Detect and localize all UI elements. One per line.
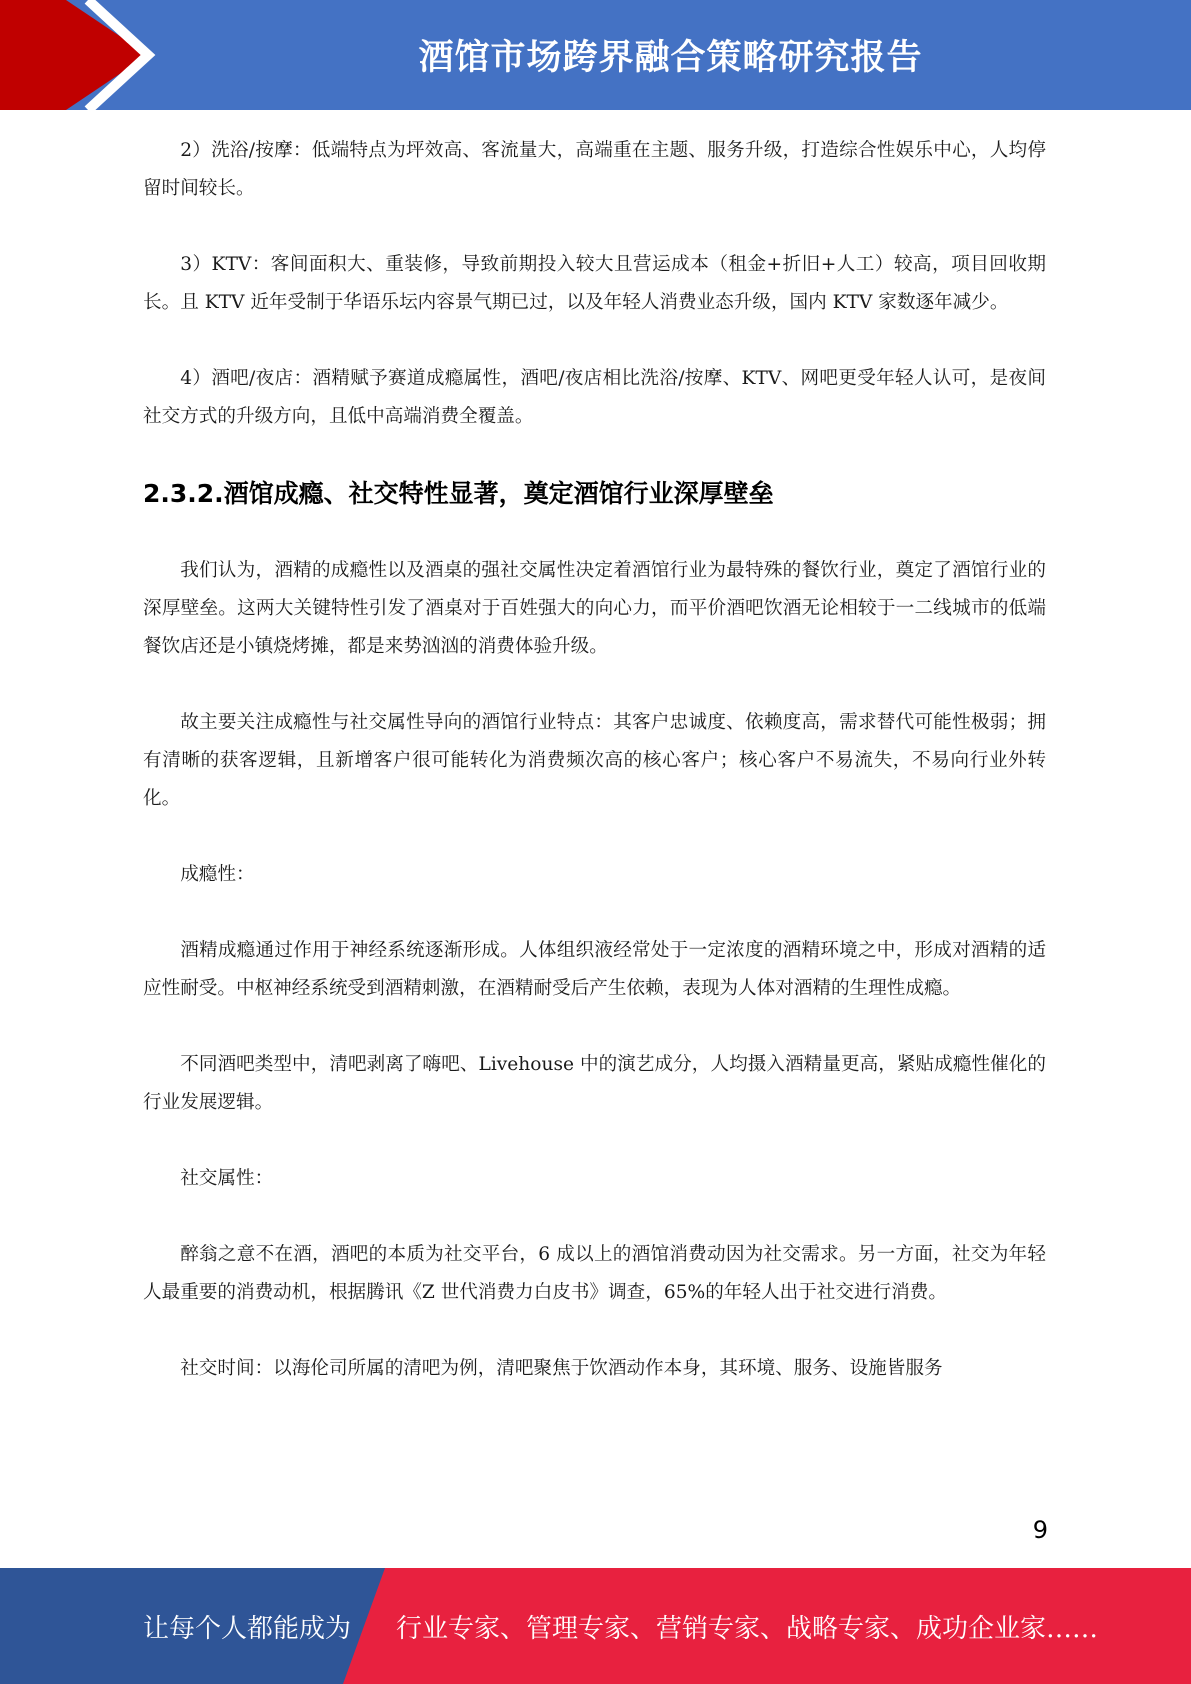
subheading-addiction: 成瘾性：: [180, 864, 255, 885]
section-heading: 2.3.2.酒馆成瘾、社交特性显著，奠定酒馆行业深厚壁垒: [143, 479, 774, 508]
paragraph-social-time: 社交时间：以海伦司所属的清吧为例，清吧聚焦于饮酒动作本身，其环境、服务、设施皆服务: [180, 1358, 943, 1379]
page-body: [143, 132, 1046, 1426]
page-number: 9: [1032, 1516, 1048, 1544]
paragraph-bath-massage: 2）洗浴/按摩：低端特点为坪效高、客流量大，高端重在主题、服务升级，打造综合性娱乐中心，人均停留时间较长。: [143, 140, 1046, 199]
paragraph-ktv: 3）KTV：客间面积大、重装修，导致前期投入较大且营运成本（租金+折旧+人工）较高，项目回收期长。且 KTV 近年受制于华语乐坛内容景气期已过，以及年轻人消费业态升级，国内 KTV 家数逐年减少。: [143, 254, 1046, 313]
paragraph-social: 醉翁之意不在酒，酒吧的本质为社交平台，6 成以上的酒馆消费动因为社交需求。另一方面，社交为年轻人最重要的消费动机，根据腾讯《Z 世代消费力白皮书》调查，65%的年轻人出于社交进行消费。: [143, 1244, 1046, 1303]
header-chevron-decoration: [0, 0, 160, 110]
paragraph-bar-types: 不同酒吧类型中，清吧剥离了嗨吧、Livehouse 中的演艺成分，人均摄入酒精量更高，紧贴成瘾性催化的行业发展逻辑。: [143, 1054, 1046, 1113]
paragraph-industry-traits: 故主要关注成瘾性与社交属性导向的酒馆行业特点：其客户忠诚度、依赖度高，需求替代可能性极弱；拥有清晰的获客逻辑，且新增客户很可能转化为消费频次高的核心客户；核心客户不易流失，不易向行业外转化。: [143, 712, 1046, 809]
paragraph-addiction: 酒精成瘾通过作用于神经系统逐渐形成。人体组织液经常处于一定浓度的酒精环境之中，形成对酒精的适应性耐受。中枢神经系统受到酒精刺激，在酒精耐受后产生依赖，表现为人体对酒精的生理性成瘾。: [143, 940, 1046, 999]
subheading-social: 社交属性：: [180, 1168, 274, 1189]
footer-slogan-left: 让每个人都能成为: [143, 1613, 352, 1644]
report-title: 酒馆市场跨界融合策略研究报告: [418, 38, 923, 78]
page-header: [0, 0, 1191, 110]
paragraph-intro: 我们认为，酒精的成瘾性以及酒桌的强社交属性决定着酒馆行业为最特殊的餐饮行业，奠定了酒馆行业的深厚壁垒。这两大关键特性引发了酒桌对于百姓强大的向心力，而平价酒吧饮酒无论相较于一二线城市的低端餐饮店还是小镇烧烤摊，都是来势汹汹的消费体验升级。: [143, 560, 1046, 657]
footer-slogan-right: 行业专家、管理专家、营销专家、战略专家、成功企业家……: [396, 1613, 1099, 1644]
page-footer: [0, 1568, 1191, 1684]
paragraph-bar-nightclub: 4）酒吧/夜店：酒精赋予赛道成瘾属性，酒吧/夜店相比洗浴/按摩、KTV、网吧更受年轻人认可，是夜间社交方式的升级方向，且低中高端消费全覆盖。: [143, 368, 1046, 427]
